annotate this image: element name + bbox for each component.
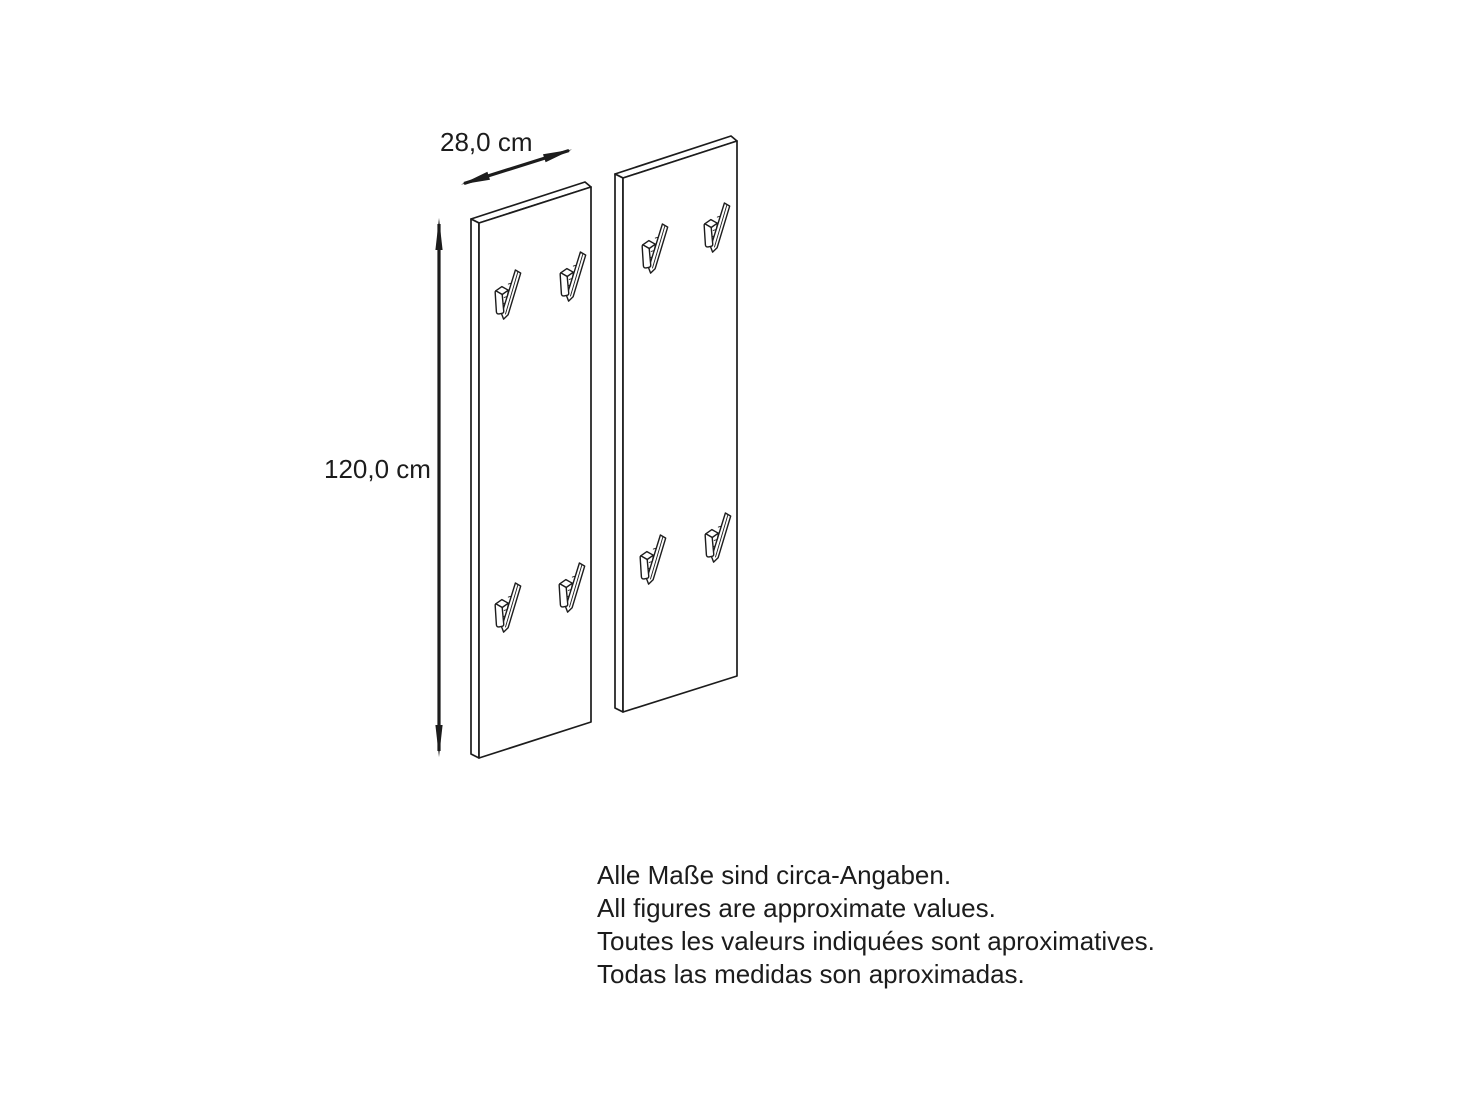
- left-panel: [471, 182, 591, 758]
- approximate-values-notes: [597, 859, 1155, 991]
- note-line-spanish: Todas las medidas son aproximadas.: [597, 959, 1025, 989]
- arrowhead-down-icon: [435, 725, 442, 757]
- note-line-german: Alle Maße sind circa-Angaben.: [597, 860, 952, 890]
- width-dimension-label: 28,0 cm: [440, 127, 533, 157]
- height-dimension-label: 120,0 cm: [324, 454, 431, 484]
- arrowhead-left-icon: [461, 172, 490, 185]
- note-line-english: All figures are approximate values.: [597, 893, 996, 923]
- right-panel-side-edge: [615, 174, 623, 712]
- note-line-french: Toutes les valeurs indiquées sont aproximatives.: [597, 926, 1155, 956]
- arrowhead-right-icon: [543, 150, 572, 163]
- left-panel-side-edge: [471, 219, 479, 758]
- arrowhead-up-icon: [435, 218, 442, 250]
- height-dimension-arrow: [435, 218, 442, 757]
